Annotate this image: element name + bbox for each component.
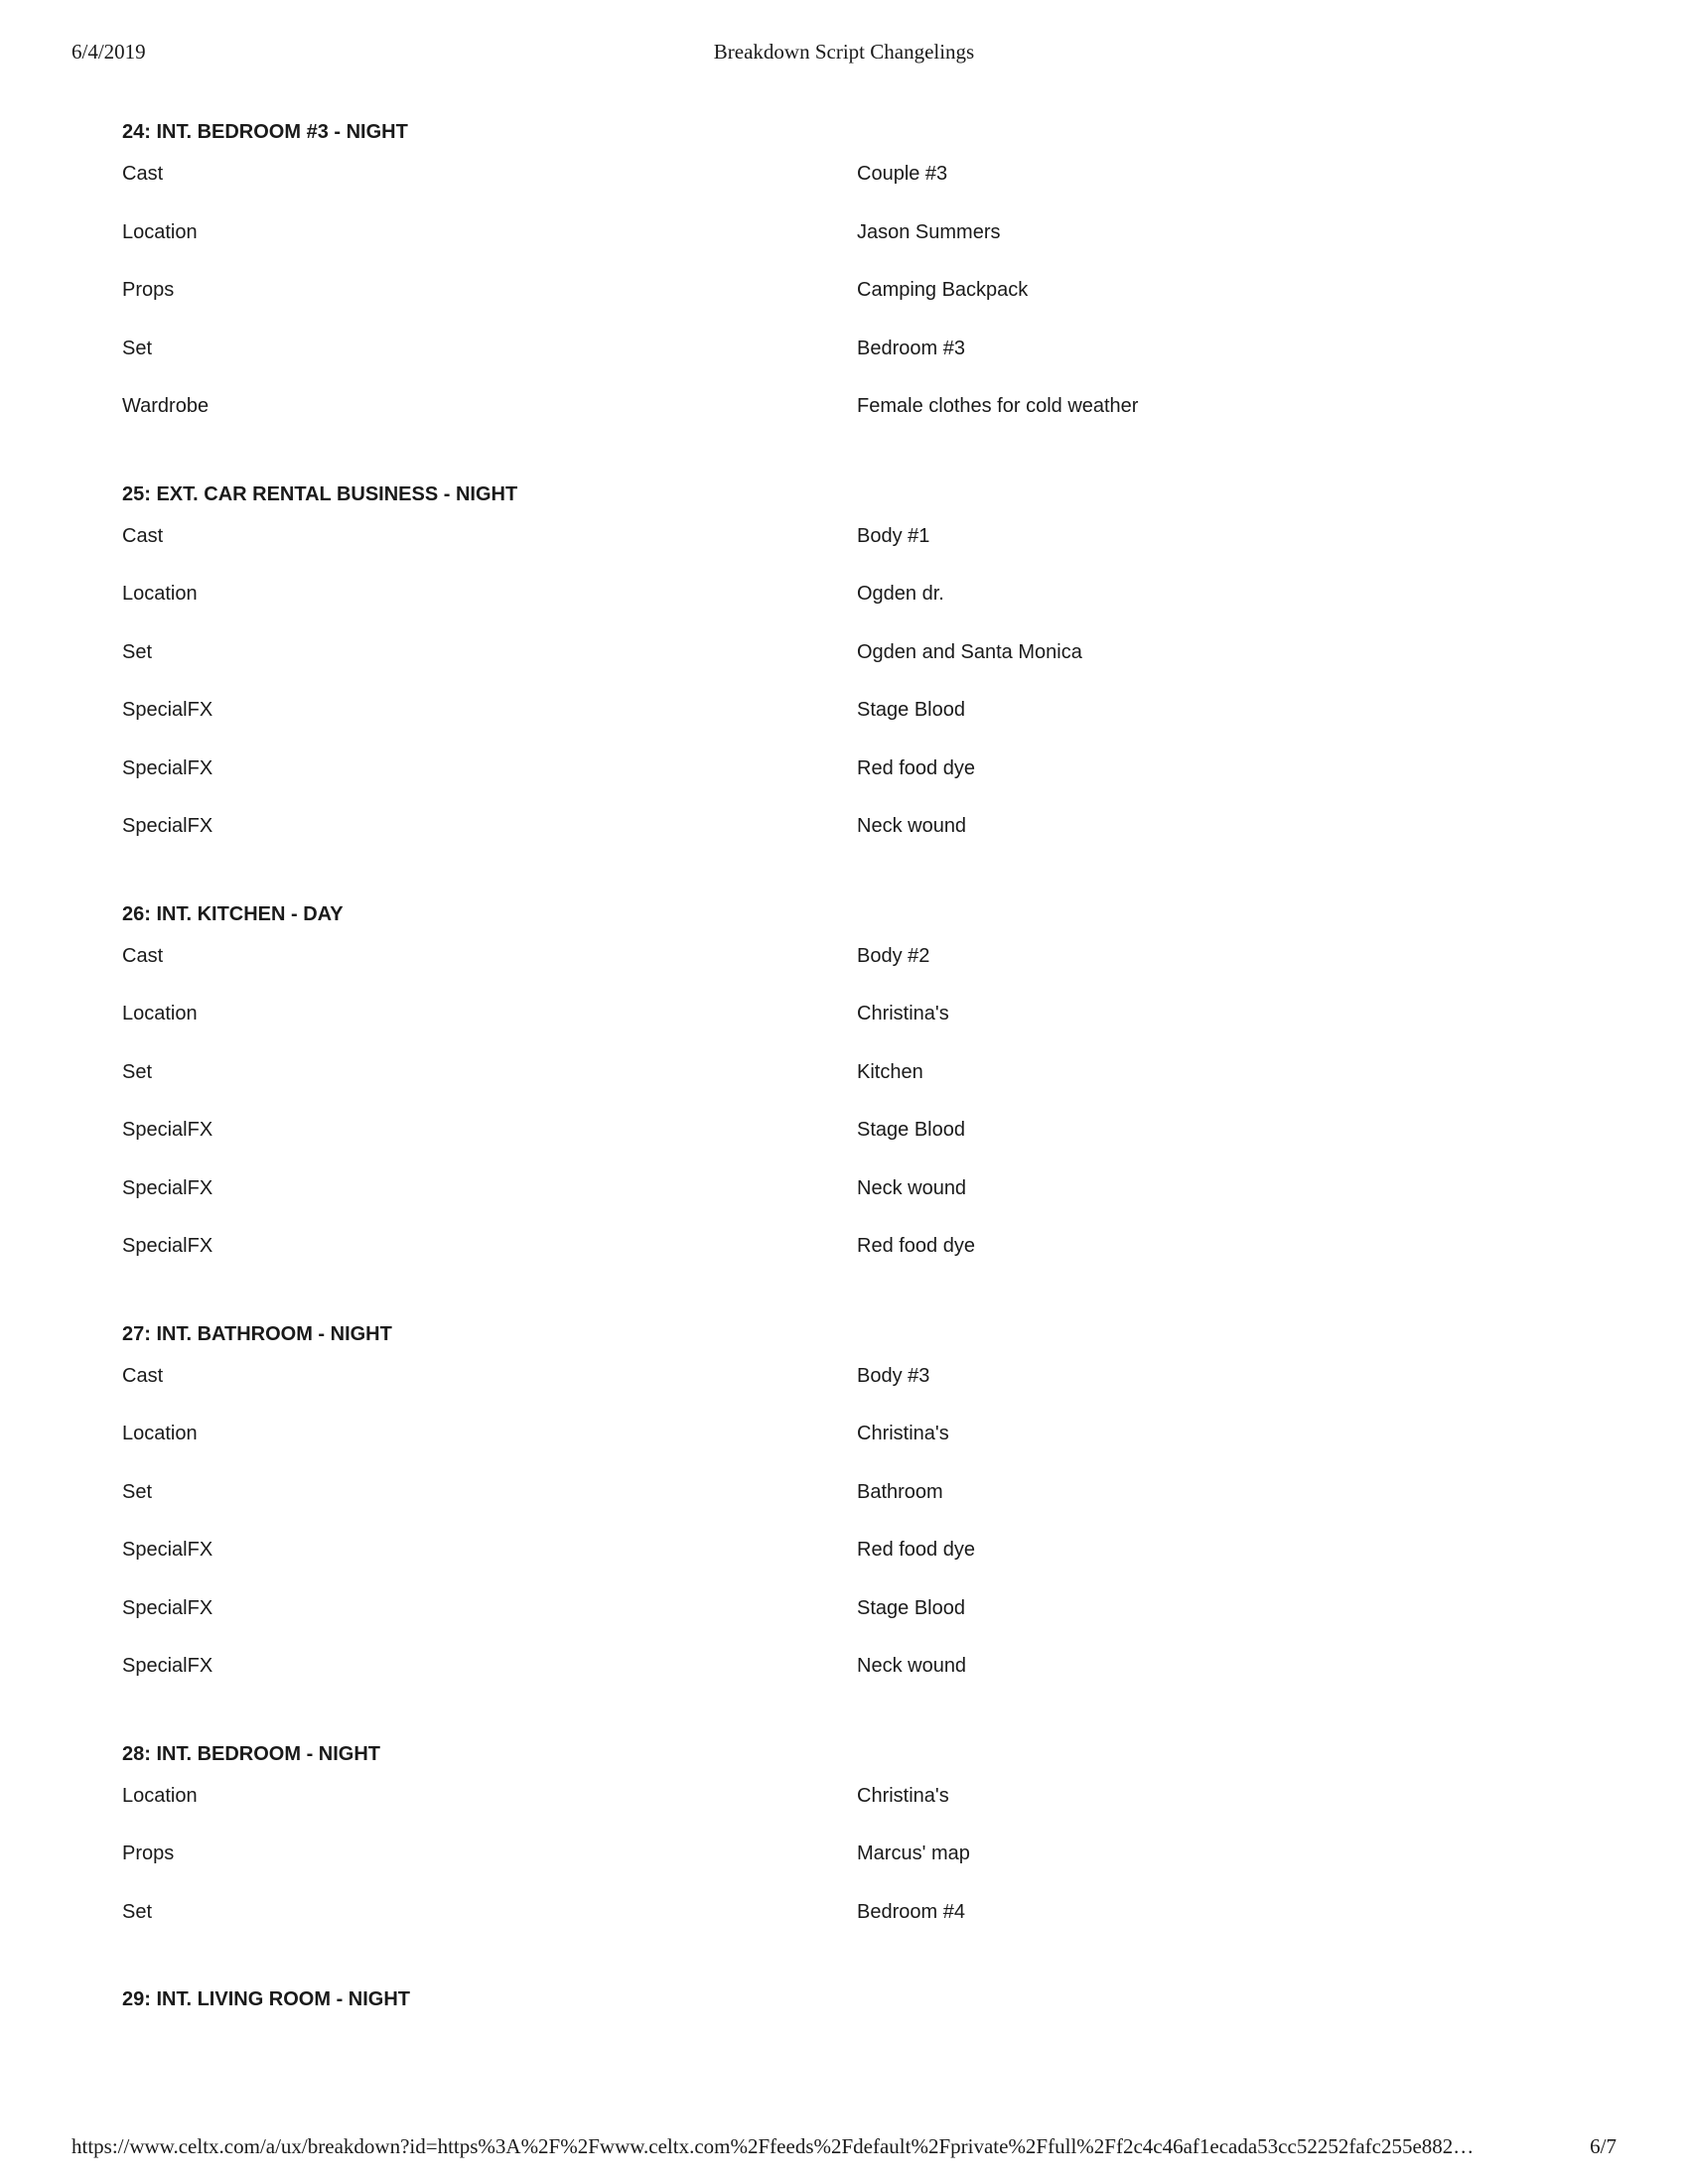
breakdown-category: Cast (122, 163, 164, 185)
scene-spacer (122, 872, 1617, 901)
scene-block (122, 119, 1617, 481)
breakdown-row (122, 1653, 1617, 1711)
breakdown-row (122, 1233, 1617, 1292)
breakdown-row (122, 1421, 1617, 1479)
breakdown-item: Body #3 (857, 1364, 930, 1387)
breakdown-item: Stage Blood (857, 1596, 965, 1619)
breakdown-row (122, 1783, 1617, 1842)
breakdown-row (122, 1595, 1617, 1654)
print-header (71, 40, 1617, 69)
scene-spacer (122, 1711, 1617, 1741)
scene-block (122, 1741, 1617, 1987)
breakdown-category: Location (122, 583, 198, 605)
breakdown-item: Christina's (857, 1423, 949, 1444)
document-title: Breakdown Script Changelings (713, 40, 975, 64)
breakdown-row (122, 336, 1617, 394)
breakdown-category: SpecialFX (122, 1655, 213, 1677)
breakdown-item: Red food dye (857, 1539, 975, 1561)
breakdown-item: Camping Backpack (857, 279, 1029, 301)
scene-heading: 26: INT. KITCHEN - DAY (122, 902, 344, 925)
breakdown-item: Stage Blood (857, 1119, 965, 1141)
breakdown-row (122, 1479, 1617, 1538)
breakdown-category: Cast (122, 524, 164, 547)
breakdown-item: Bedroom #4 (857, 1900, 965, 1923)
breakdown-item: Red food dye (857, 1235, 975, 1257)
breakdown-category: SpecialFX (122, 756, 213, 779)
breakdown-row (122, 755, 1617, 814)
breakdown-item: Neck wound (857, 1655, 967, 1677)
breakdown-category: Location (122, 220, 198, 243)
scene-spacer (122, 1957, 1617, 1986)
breakdown-row (122, 1899, 1617, 1958)
breakdown-row (122, 1175, 1617, 1234)
breakdown-item: Body #1 (857, 524, 930, 547)
breakdown-category: SpecialFX (122, 699, 213, 721)
breakdown-item: Body #2 (857, 944, 930, 967)
breakdown-item: Jason Summers (857, 220, 1001, 243)
breakdown-category: Location (122, 1003, 198, 1024)
breakdown-row (122, 697, 1617, 755)
breakdown-category: Location (122, 1423, 198, 1444)
breakdown-row (122, 161, 1617, 219)
breakdown-row (122, 581, 1617, 639)
breakdown-row (122, 1363, 1617, 1422)
breakdown-row (122, 813, 1617, 872)
breakdown-row (122, 1059, 1617, 1118)
breakdown-row (122, 1537, 1617, 1595)
breakdown-category: Set (122, 1060, 153, 1083)
breakdown-item: Stage Blood (857, 699, 965, 721)
breakdown-item: Kitchen (857, 1060, 923, 1083)
breakdown-item: Christina's (857, 1003, 949, 1024)
scene-heading: 25: EXT. CAR RENTAL BUSINESS - NIGHT (122, 482, 518, 505)
breakdown-item: Marcus' map (857, 1843, 970, 1864)
page-number: 6/7 (1590, 2134, 1617, 2158)
breakdown-category: SpecialFX (122, 1596, 213, 1619)
breakdown-category: Set (122, 640, 153, 663)
breakdown-category: Cast (122, 944, 164, 967)
breakdown-row (122, 277, 1617, 336)
page-url: https://www.celtx.com/a/ux/breakdown?id=https%3A%2F%2Fwww.celtx.com%2Ffeeds%2Fdefault%2Fprivate%2Ffull%2Ff2c4c46af1ecada53cc52252fafc255e882… (71, 2134, 1475, 2158)
breakdown-category: Wardrobe (122, 395, 210, 417)
breakdown-item: Bedroom #3 (857, 337, 965, 359)
breakdown-category: Cast (122, 1364, 164, 1387)
breakdown-category: Set (122, 1480, 153, 1503)
breakdown-item: Bathroom (857, 1480, 943, 1503)
breakdown-category: Location (122, 1784, 198, 1807)
breakdown-row (122, 1117, 1617, 1175)
scene-heading: 24: INT. BEDROOM #3 - NIGHT (122, 121, 408, 143)
print-footer (71, 2134, 1617, 2164)
scene-block (122, 1321, 1617, 1741)
breakdown-row (122, 639, 1617, 698)
scene-heading: 27: INT. BATHROOM - NIGHT (122, 1322, 392, 1345)
breakdown-item: Ogden and Santa Monica (857, 640, 1082, 663)
breakdown-category: Props (122, 1843, 175, 1864)
scene-heading: 28: INT. BEDROOM - NIGHT (122, 1742, 381, 1765)
breakdown-category: Set (122, 1900, 153, 1923)
scene-block (122, 1986, 1617, 2028)
breakdown-item: Neck wound (857, 815, 967, 837)
breakdown-item: Christina's (857, 1784, 949, 1807)
breakdown-category: SpecialFX (122, 1176, 213, 1199)
breakdown-category: SpecialFX (122, 1539, 213, 1561)
breakdown-category: SpecialFX (122, 815, 213, 837)
breakdown-item: Neck wound (857, 1176, 967, 1199)
scene-block (122, 901, 1617, 1321)
breakdown-row (122, 943, 1617, 1002)
breakdown-category: SpecialFX (122, 1119, 213, 1141)
breakdown-row (122, 1841, 1617, 1899)
print-date: 6/4/2019 (71, 40, 146, 64)
breakdown-row (122, 523, 1617, 582)
breakdown-category: SpecialFX (122, 1235, 213, 1257)
breakdown-item: Couple #3 (857, 163, 948, 185)
scene-heading: 29: INT. LIVING ROOM - NIGHT (122, 1988, 411, 2010)
breakdown-list (122, 119, 1617, 2028)
breakdown-row (122, 393, 1617, 452)
breakdown-row (122, 1001, 1617, 1059)
scene-spacer (122, 452, 1617, 481)
scene-spacer (122, 1292, 1617, 1321)
breakdown-category: Props (122, 279, 175, 301)
scene-block (122, 481, 1617, 901)
breakdown-row (122, 219, 1617, 278)
breakdown-item: Ogden dr. (857, 583, 944, 605)
breakdown-item: Female clothes for cold weather (857, 395, 1139, 417)
breakdown-item: Red food dye (857, 756, 975, 779)
breakdown-category: Set (122, 337, 153, 359)
